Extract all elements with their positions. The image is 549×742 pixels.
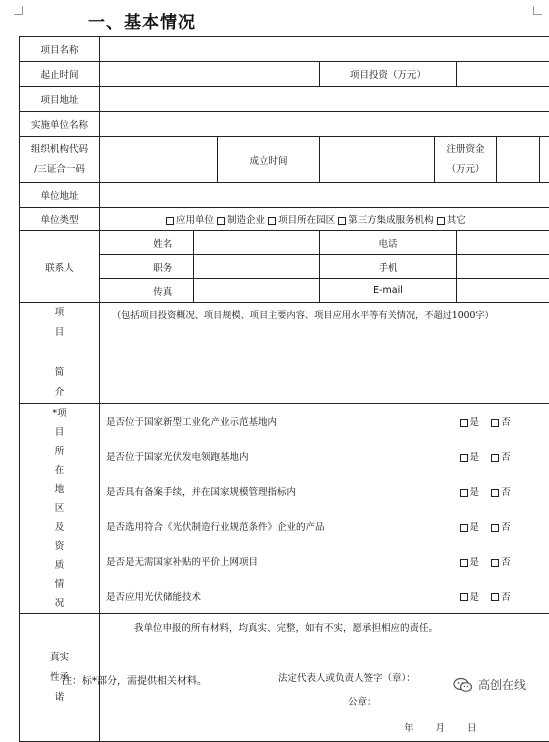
row-unit-type — [20, 208, 549, 231]
unit-type-options — [100, 208, 549, 231]
question-answers — [457, 474, 549, 509]
location-question-row — [20, 404, 549, 439]
question-answers — [457, 544, 549, 579]
row-implementer-name — [20, 112, 549, 137]
intro-instruction: （包括项目投资概况、项目规模、项目主要内容、项目应用水平等有关情况，不超过1000字） — [112, 310, 494, 321]
application-form-table — [19, 36, 549, 742]
watermark-text: 高创在线 — [478, 676, 526, 693]
row-intro — [20, 303, 549, 404]
location-question-row — [20, 439, 549, 474]
question-answers — [457, 439, 549, 474]
checkbox-icon — [491, 419, 499, 427]
question-text: 是否位于国家新型工业化产业示范基地内 — [100, 404, 457, 439]
location-question-row — [20, 509, 549, 544]
promise-statement: 我单位申报的所有材料，均真实、完整，如有不实，愿承担相应的责任。 — [134, 620, 438, 634]
footnote: 注：标*部分，需提供相关材料。 — [62, 672, 207, 687]
checkbox-icon — [217, 217, 225, 225]
no-option[interactable]: 否 — [491, 522, 511, 533]
checkbox-icon — [460, 419, 468, 427]
checkbox-icon — [491, 559, 499, 567]
contact-spacer — [100, 279, 133, 303]
unit-address-label: 单位地址 — [20, 183, 100, 208]
unit-type-label: 单位类型 — [20, 208, 100, 231]
name-field[interactable] — [194, 231, 320, 255]
promise-label: 真实 性承 诺 — [20, 614, 100, 742]
row-project-name — [20, 37, 549, 62]
contact-label: 联系人 — [20, 231, 100, 303]
contact-spacer — [100, 231, 133, 255]
yes-option[interactable]: 是 — [460, 592, 480, 603]
crop-mark-top-right — [533, 6, 542, 15]
capital-extra-field[interactable] — [540, 137, 549, 183]
implementer-name-label: 实施单位名称 — [20, 112, 100, 137]
capital-field[interactable] — [497, 137, 540, 183]
checkbox-icon — [166, 217, 174, 225]
unit-type-option-other[interactable]: 其它 — [437, 215, 466, 226]
row-contact-name — [20, 231, 549, 255]
implementer-name-field[interactable] — [100, 112, 549, 137]
no-option[interactable]: 否 — [491, 417, 511, 428]
yes-option[interactable]: 是 — [460, 487, 480, 498]
yes-option[interactable]: 是 — [460, 557, 480, 568]
yes-option[interactable]: 是 — [460, 522, 480, 533]
location-question-row — [20, 474, 549, 509]
checkbox-icon — [491, 454, 499, 462]
unit-type-option-integrator[interactable]: 第三方集成服务机构 — [338, 215, 434, 226]
no-option[interactable]: 否 — [491, 452, 511, 463]
question-text: 是否应用光伏储能技术 — [100, 579, 457, 614]
period-field[interactable] — [100, 62, 320, 87]
question-text: 是否是无需国家补贴的平价上网项目 — [100, 544, 457, 579]
mobile-field[interactable] — [457, 255, 549, 279]
no-option[interactable]: 否 — [491, 592, 511, 603]
contact-spacer — [100, 255, 133, 279]
row-contact-fax — [20, 279, 549, 303]
capital-label — [435, 137, 497, 183]
checkbox-icon — [491, 489, 499, 497]
checkbox-icon — [460, 454, 468, 462]
name-label: 姓名 — [133, 231, 194, 255]
project-address-field[interactable] — [100, 87, 549, 112]
position-label: 职务 — [133, 255, 194, 279]
mobile-label: 手机 — [320, 255, 457, 279]
wechat-icon — [453, 677, 473, 693]
page-title: 一、基本情况 — [88, 8, 196, 33]
established-field[interactable] — [320, 137, 435, 183]
project-name-field[interactable] — [100, 37, 549, 62]
checkbox-icon — [491, 593, 499, 601]
org-code-field[interactable] — [100, 137, 218, 183]
checkbox-icon — [338, 217, 346, 225]
org-code-label-line2: /三证合一码 — [34, 164, 85, 175]
question-text: 是否选用符合《光伏制造行业规范条件》企业的产品 — [100, 509, 457, 544]
email-label: E-mail — [320, 279, 457, 303]
email-field[interactable] — [457, 279, 549, 303]
capital-label-line2: （万元） — [446, 164, 484, 175]
checkbox-icon — [460, 559, 468, 567]
unit-type-option-park[interactable]: 项目所在园区 — [268, 215, 335, 226]
intro-label: 项 目 简 介 — [20, 303, 100, 404]
period-label: 起止时间 — [20, 62, 100, 87]
checkbox-icon — [460, 524, 468, 532]
project-address-label: 项目地址 — [20, 87, 100, 112]
org-code-label — [20, 137, 100, 183]
investment-label: 项目投资（万元） — [320, 62, 457, 87]
row-org-code — [20, 137, 549, 183]
fax-field[interactable] — [194, 279, 320, 303]
row-contact-position — [20, 255, 549, 279]
signature-line[interactable]: 法定代表人或负责人签字（章）： — [278, 670, 416, 684]
phone-label: 电话 — [320, 231, 457, 255]
yes-option[interactable]: 是 — [460, 452, 480, 463]
capital-label-line1: 注册资金 — [446, 144, 484, 155]
unit-type-option-manufacturer[interactable]: 制造企业 — [217, 215, 265, 226]
date-line[interactable]: 年 月 日 — [404, 720, 477, 734]
location-question-row — [20, 544, 549, 579]
unit-type-option-application[interactable]: 应用单位 — [166, 215, 214, 226]
no-option[interactable]: 否 — [491, 487, 511, 498]
checkbox-icon — [460, 489, 468, 497]
row-unit-address — [20, 183, 549, 208]
question-answers — [457, 509, 549, 544]
investment-field[interactable] — [457, 62, 549, 87]
watermark — [453, 676, 526, 693]
phone-field[interactable] — [457, 231, 549, 255]
project-name-label: 项目名称 — [20, 37, 100, 62]
question-text: 是否具有备案手续，并在国家规模管理指标内 — [100, 474, 457, 509]
row-project-address — [20, 87, 549, 112]
position-field[interactable] — [194, 255, 320, 279]
checkbox-icon — [437, 217, 445, 225]
fax-label: 传真 — [133, 279, 194, 303]
question-answers — [457, 404, 549, 439]
unit-address-field[interactable] — [100, 183, 549, 208]
intro-field[interactable] — [100, 303, 549, 404]
no-option[interactable]: 否 — [491, 557, 511, 568]
location-question-row — [20, 579, 549, 614]
checkbox-icon — [268, 217, 276, 225]
location-label: *项 目 所 在 地 区 及 资 质 情 况 — [20, 404, 100, 614]
org-code-label-line1: 组织机构代码 — [31, 144, 88, 155]
yes-option[interactable]: 是 — [460, 417, 480, 428]
established-label: 成立时间 — [218, 137, 320, 183]
checkbox-icon — [460, 593, 468, 601]
question-answers — [457, 579, 549, 614]
seal-line[interactable]: 公章： — [348, 694, 377, 708]
checkbox-icon — [491, 524, 499, 532]
crop-mark-top-left — [14, 6, 23, 15]
row-period — [20, 62, 549, 87]
question-text: 是否位于国家光伏发电领跑基地内 — [100, 439, 457, 474]
